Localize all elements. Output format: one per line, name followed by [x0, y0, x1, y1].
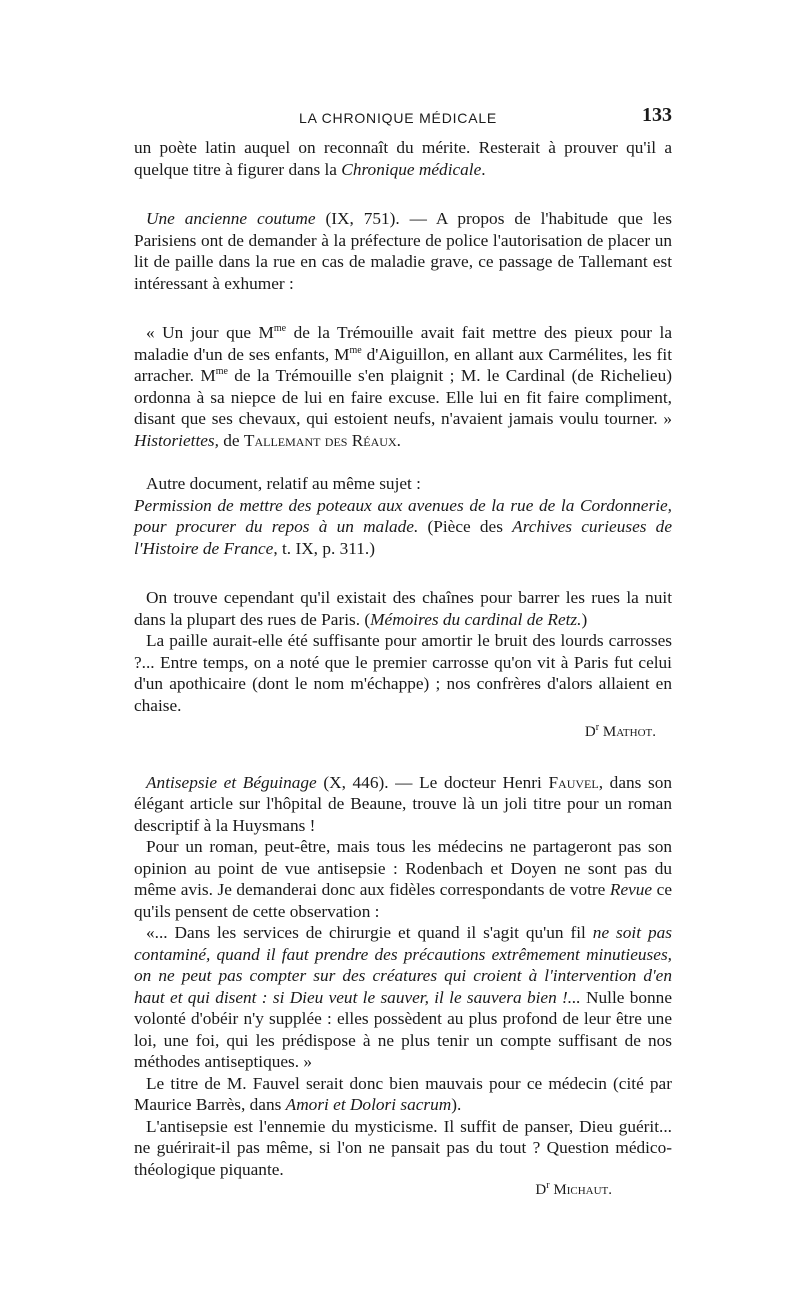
superscript: me: [273, 323, 287, 335]
superscript: r: [595, 722, 600, 733]
section-title: Une ancienne coutume: [146, 209, 316, 228]
autre-document-paragraph: [134, 473, 672, 559]
quote-text: d'Aiguillon, en allant aux Carmélites, les fit arracher. M: [134, 344, 672, 385]
quote-italic: ne soit pas contaminé, quand il faut prendre des précautions extrêmement minutieuses, on ne peut pas compter sur des créatures qui croient à l'intervention d'en haut et qui disent : si Dieu veut le sauver, il le sauvera bien !...: [134, 923, 672, 1007]
quote-source: Historiettes,: [134, 430, 219, 450]
signature-mathot: [134, 722, 672, 744]
chaines-paragraph: [134, 587, 672, 630]
quote-text: « Un jour que M: [146, 323, 274, 342]
section-text: (IX, 751). — A propos de l'habitude que les Parisiens ont de demander à la préfecture de police l'autorisation de placer un lit de paille dans la rue en cas de maladie grave, ce passage de Tallemant est intéressant à exhumer :: [134, 209, 673, 293]
section-text: , dans son élégant article sur l'hôpital de Beaune, trouve là un joli titre pour un roman descriptif à la Huysmans !: [134, 772, 673, 835]
archives-title: Archives curieuses de l'Histoire de France: [134, 517, 672, 558]
signature-michaut: [134, 1180, 672, 1202]
memoires-title: Mémoires du cardinal de Retz.: [370, 609, 582, 629]
section-antisepsie: [134, 772, 672, 837]
signature-name: Michaut: [553, 1182, 609, 1198]
quote-text: de la Trémouille s'en plaignit ; M. le Cardinal (de Richelieu) ordonna à sa niepce de lui en faire excuse. Elle lui en fit faire compliment, disant que ses chevaux, qui estoient neufs, n'avaient jamais voulu tourner. »: [134, 366, 672, 428]
author-name: Fauvel: [548, 772, 599, 792]
superscript: me: [215, 366, 228, 378]
signature-title: D: [584, 724, 596, 740]
reference-text: (Pièce des: [418, 517, 513, 536]
quote-text: «... Dans les services de chirurgie et quand il s'agit qu'un fil: [146, 923, 593, 942]
section-text: (X, 446). — Le docteur Henri: [316, 772, 549, 792]
paille-paragraph: La paille aurait-elle été suffisante pour amortir le bruit des lourds carrosses ?... Entre temps, on a noté que le premier carrosse qu'on vit à Paris fut celui d'un apothicaire (dont le nom m'échappe) ; nos confrères d'alors allaient en chaise.: [134, 631, 672, 715]
section-title: Antisepsie et Béguinage: [146, 772, 317, 792]
intro-paragraph: [134, 137, 672, 180]
tallemant-quote: [134, 322, 672, 451]
quote-text: de la Trémouille avait fait mettre des pieux pour la maladie d'un de ses enfants, M: [134, 323, 672, 364]
reference-text: , t. IX, p. 311.): [273, 538, 375, 558]
titre-paragraph: [134, 1073, 672, 1116]
revue-name: Revue: [609, 880, 653, 899]
intro-end: .: [481, 159, 486, 179]
superscript: r: [546, 1180, 550, 1191]
paragraph-text: ce qu'ils pensent de cette observation :: [134, 880, 672, 921]
journal-name: Chronique médicale: [341, 159, 482, 179]
signature-name: Mathot: [602, 724, 653, 740]
paragraph-text: Le titre de M. Fauvel serait donc bien mauvais pour ce médecin (cité par Maurice Barrès, dans: [134, 1073, 672, 1114]
paragraph-end: ).: [451, 1095, 462, 1114]
paragraph-text: On trouve cependant qu'il existait des chaînes pour barrer les rues la nuit dans la plupart des rues de Paris. (: [134, 588, 672, 629]
quote-end: .: [396, 430, 401, 450]
page-header: [134, 104, 674, 134]
quote-text: de: [218, 430, 244, 450]
signature-end: .: [608, 1182, 612, 1198]
roman-paragraph: [134, 836, 672, 922]
book-title: Amori et Dolori sacrum: [285, 1095, 452, 1114]
mysticisme-paragraph: L'antisepsie est l'ennemie du mysticisme. Il suffit de panser, Dieu guérit... ne guérirait-il pas même, si l'on ne pansait pas du tout ? Question médico-théologique piquante.: [134, 1116, 672, 1179]
section-ancienne-coutume: [134, 208, 672, 294]
chirurgie-quote: [134, 922, 672, 1073]
intro-text: un poète latin auquel on reconnaît du mérite. Resterait à prouver qu'il a quelque titre à figurer dans la: [134, 138, 672, 179]
page-body: [134, 137, 672, 1202]
running-title: LA CHRONIQUE MÉDICALE: [299, 110, 498, 126]
paragraph-text: Pour un roman, peut-être, mais tous les médecins ne partageront pas son opinion au point de vue antisepsie : Rodenbach et Doyen ne sont pas du même avis. Je demanderai donc aux fidèles correspondants de votre: [134, 837, 672, 899]
paragraph-end: ): [581, 609, 588, 629]
quote-author: Tallemant des Réaux: [243, 430, 397, 450]
superscript: me: [349, 344, 362, 356]
signature-end: .: [652, 724, 656, 740]
paragraph-lead: Autre document, relatif au même sujet :: [146, 474, 421, 493]
document-title: Permission de mettre des poteaux aux avenues de la rue de la Cordonnerie, pour procurer du repos à un malade.: [134, 495, 672, 536]
page-number: 133: [642, 104, 672, 126]
signature-title: D: [535, 1182, 547, 1198]
quote-text: Nulle bonne volonté d'obéir n'y supplée : elles possèdent au plus profond de leur être une loi, une foi, qui les prédispose à ne plus tenir un compte suffisant de nos méthodes antiseptiques. »: [134, 987, 672, 1071]
